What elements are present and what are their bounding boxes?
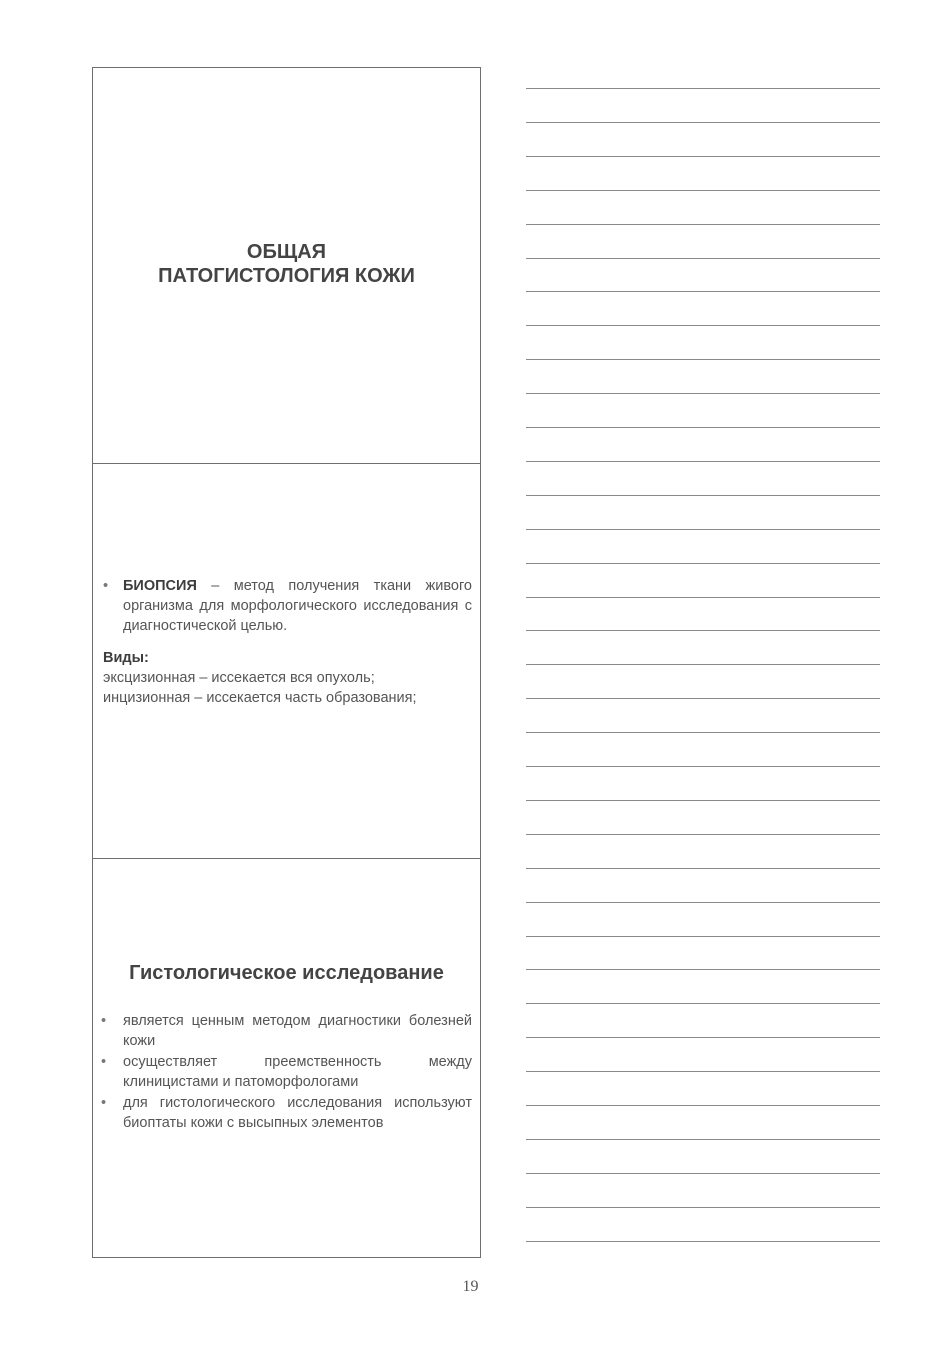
note-line (526, 936, 880, 937)
list-item-text: является ценным методом диагностики болезней кожи (123, 1013, 472, 1049)
biopsy-types-heading: Виды: (103, 650, 149, 666)
histology-list (99, 1011, 472, 1134)
note-line (526, 325, 880, 326)
slide-title (93, 68, 480, 463)
note-line (526, 359, 880, 360)
note-line (526, 630, 880, 631)
note-line (526, 393, 880, 394)
biopsy-type-item: инцизионная – иссекается часть образования; (103, 690, 417, 706)
biopsy-content (103, 576, 472, 708)
biopsy-definition-text: – метод получения ткани живого организма для морфологического исследования с диагностической целью. (123, 578, 472, 634)
note-line (526, 495, 880, 496)
note-line (526, 834, 880, 835)
slides-column (92, 67, 481, 1258)
biopsy-definition (103, 576, 472, 636)
note-line (526, 1207, 880, 1208)
note-line (526, 1105, 880, 1106)
biopsy-type-item: эксцизионная – иссекается вся опухоль; (103, 670, 375, 686)
note-line (526, 1241, 880, 1242)
note-line (526, 563, 880, 564)
list-item (99, 1011, 472, 1051)
note-line (526, 88, 880, 89)
note-line (526, 732, 880, 733)
histology-title: Гистологическое исследование (129, 962, 444, 984)
note-line (526, 258, 880, 259)
note-line (526, 597, 880, 598)
note-line (526, 1173, 880, 1174)
note-line (526, 1071, 880, 1072)
bullet-icon: • (101, 1054, 107, 1070)
biopsy-term: БИОПСИЯ (123, 578, 197, 594)
list-item-text: для гистологического исследования используют биоптаты кожи с высыпных элементов (123, 1095, 472, 1131)
note-line (526, 868, 880, 869)
note-line (526, 224, 880, 225)
note-line (526, 1003, 880, 1004)
note-line (526, 529, 880, 530)
slide-histology (93, 858, 480, 1257)
page-number: 19 (462, 1278, 479, 1295)
list-item (99, 1052, 472, 1092)
slide-title-line-1: ОБЩАЯ (246, 241, 327, 263)
bullet-icon: • (103, 578, 109, 594)
note-line (526, 461, 880, 462)
note-line (526, 291, 880, 292)
note-line (526, 1139, 880, 1140)
bullet-icon: • (101, 1095, 107, 1111)
notes-lines-area (526, 0, 880, 1260)
slide-title-heading (93, 240, 480, 288)
note-line (526, 800, 880, 801)
bullet-icon: • (101, 1013, 107, 1029)
note-line (526, 122, 880, 123)
slide-title-line-2: ПАТОГИСТОЛОГИЯ КОЖИ (158, 265, 415, 287)
note-line (526, 698, 880, 699)
note-line (526, 1037, 880, 1038)
slide-biopsy (93, 463, 480, 858)
note-line (526, 427, 880, 428)
note-line (526, 969, 880, 970)
list-item-text: осуществляет преемственность между клиницистами и патоморфологами (123, 1054, 472, 1090)
note-line (526, 766, 880, 767)
note-line (526, 664, 880, 665)
note-line (526, 156, 880, 157)
list-item (99, 1093, 472, 1133)
note-line (526, 190, 880, 191)
note-line (526, 902, 880, 903)
